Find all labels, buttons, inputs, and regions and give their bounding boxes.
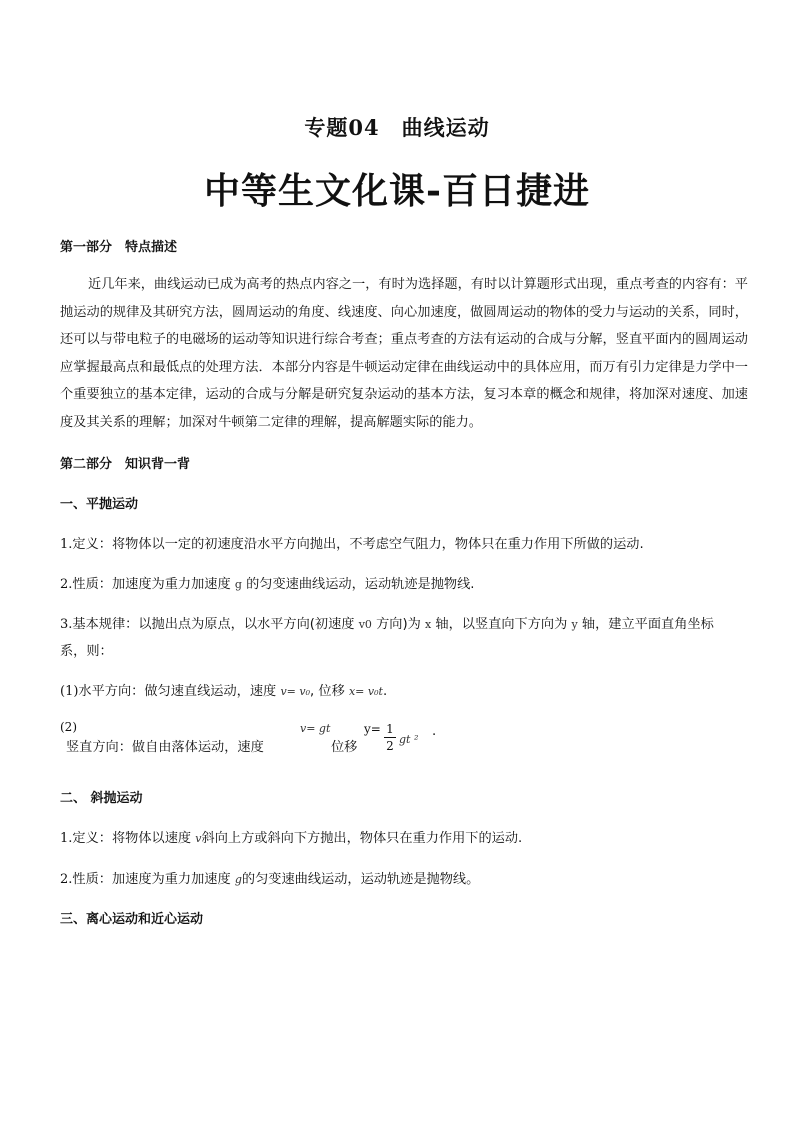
item-text: 斜向上方或斜向下方抛出，物体只在重力作用下的运动. [201, 831, 523, 846]
sub-number: (1) [60, 684, 79, 699]
item-text: 的匀变速曲线运动，运动轨迹是抛物线。 [241, 872, 480, 887]
symbol-g: g [234, 578, 242, 591]
part1-paragraph: 近几年来，曲线运动已成为高考的热点内容之一，有时为选择题，有时以计算题形式出现，重点考查的内容有：平抛运动的规律及其研究方法，圆周运动的角度、线速度、向心加速度，做圆周运动的物体的受力与运动的关系，同时，还可以与带电粒子的电磁场的运动等知识进行综合考查；重点考查的方法有运动的合成与分解，竖直平面内的圆周运动应掌握最高点和最低点的处理方法．本部分内容是牛顿运动定律在曲线运动中的具体应用，而万有引力定律是力学中一个重要独立的基本定律，运动的合成与分解是研究复杂运动的基本方法，复习本章的概念和规律，将加深对速度、加速度及其关系的理解；加深对牛顿第二定律的理解，提高解题实际的能力。 [60, 277, 748, 430]
item-number: 2. [60, 872, 73, 887]
item-number: 2. [60, 577, 73, 592]
sub-text: , 位移 [310, 684, 345, 699]
sub-text: 水平方向：做匀速直线运动，速度 [78, 684, 277, 699]
section1-item1 [60, 533, 644, 552]
section2-item2 [60, 868, 479, 887]
symbol-g: g [234, 873, 242, 886]
symbol-x: x [425, 618, 432, 631]
part1-heading: 第一部分 特点描述 [60, 240, 178, 255]
item-text: 定义：将物体以一定的初速度沿水平方向抛出，不考虑空气阻力，物体只在重力作用下所做的运动. [72, 537, 644, 552]
item-text: 性质：加速度为重力加速度 [72, 872, 235, 887]
section1-heading: 一、平抛运动 [60, 497, 139, 512]
item-text: 定义：将物体以速度 [72, 831, 196, 846]
part2-heading: 第二部分 知识背一背 [60, 457, 191, 472]
item-number: 1. [60, 537, 73, 552]
item-number: 3. [60, 617, 73, 632]
section1-item3 [60, 613, 714, 632]
topic-title: 专题04 曲线运动 [304, 115, 490, 140]
item-text: 轴，建立平面直角坐标 [577, 617, 714, 632]
section3-heading: 三、离心运动和近心运动 [60, 912, 204, 927]
fraction-numerator: 1 [386, 722, 394, 736]
section1-item3-cont: 系，则： [60, 644, 113, 659]
equation-vertical-velocity: v= gt [300, 722, 331, 735]
section1-sub2-text: 竖直方向：做自由落体运动，速度 [66, 740, 264, 755]
main-title: 中等生文化课-百日捷进 [204, 170, 590, 212]
section1-sub2-end: . [432, 724, 437, 739]
item-text: 的匀变速曲线运动，运动轨迹是抛物线. [241, 577, 475, 592]
equation-vertical-y: y= [364, 722, 381, 736]
symbol-y: y [571, 618, 578, 631]
fraction-one-half [384, 722, 396, 753]
section1-sub2-mid: 位移 [331, 740, 358, 755]
item-text: 基本规律：以抛出点为原点，以水平方向(初速度 [72, 617, 359, 632]
section1-item2 [60, 573, 474, 592]
section1-sub1 [60, 680, 387, 699]
equation-gt-squared: gt ² [399, 733, 419, 746]
symbol-v: v [195, 832, 202, 845]
fraction-bar [384, 737, 396, 738]
item-number: 1. [60, 831, 73, 846]
item-text: 性质：加速度为重力加速度 [72, 577, 235, 592]
equation-velocity: v= v₀ [280, 685, 310, 698]
section1-sub2-number: (2) [60, 720, 77, 734]
fraction-denominator: 2 [386, 739, 394, 753]
section2-heading: 二、 斜抛运动 [60, 791, 143, 806]
item-text: 轴，以竖直向下方向为 [431, 617, 572, 632]
sub-text: . [382, 684, 388, 699]
item-text: 方向)为 [371, 617, 425, 632]
section2-item1 [60, 827, 522, 846]
equation-displacement: x= v₀t [348, 685, 383, 698]
symbol-v0: v0 [358, 618, 372, 631]
